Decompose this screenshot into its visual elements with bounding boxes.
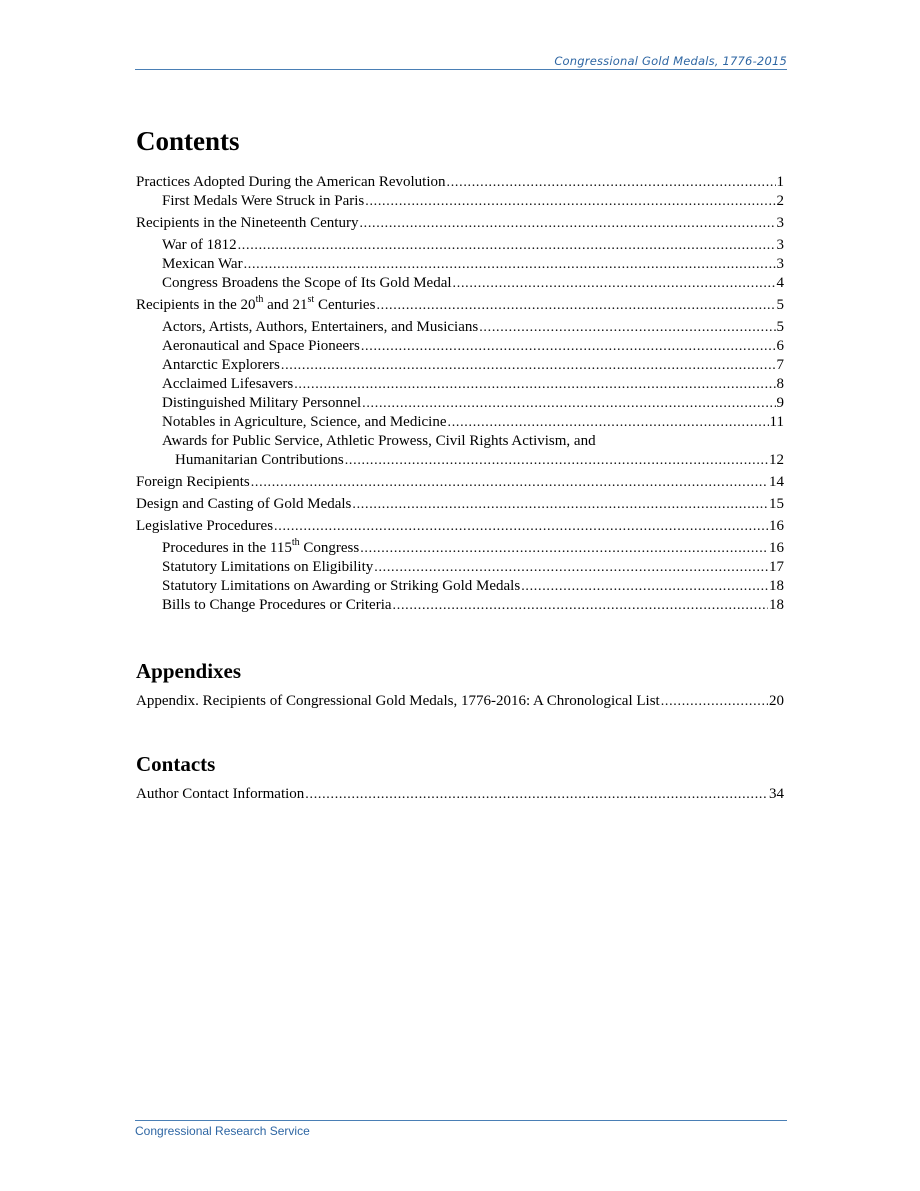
contacts-heading: Contacts [136, 752, 216, 776]
toc-page-number: 34 [769, 786, 784, 802]
toc-entry-label: Aeronautical and Space Pioneers [162, 338, 360, 354]
superscript: th [255, 294, 264, 305]
toc-entry[interactable] [136, 785, 784, 804]
toc-page-number: 8 [776, 376, 784, 392]
table-of-contents [136, 124, 784, 804]
toc-entry[interactable] [136, 495, 784, 514]
toc-entry-label: Design and Casting of Gold Medals [136, 496, 352, 512]
dot-leader [453, 274, 776, 293]
toc-entry[interactable] [136, 214, 784, 233]
dot-leader [281, 356, 776, 375]
toc-entry-label: Bills to Change Procedures or Criteria [162, 597, 392, 613]
toc-entry-label: Acclaimed Lifesavers [162, 376, 294, 392]
dot-leader [238, 236, 776, 255]
superscript: th [291, 537, 300, 548]
running-footer [135, 1120, 787, 1138]
toc-entry-label: Legislative Procedures [136, 518, 274, 534]
dot-leader [244, 255, 776, 274]
dot-leader [360, 539, 768, 558]
label-part: Centuries [314, 297, 376, 313]
dot-leader [393, 596, 768, 615]
label-part: Recipients in the 20 [136, 297, 256, 313]
toc-entry-continuation [162, 451, 784, 470]
toc-entry-label: Appendix. Recipients of Congressional Gold Medals, 1776-2016: A Chronological List [136, 693, 660, 709]
toc-page-number: 5 [776, 319, 784, 335]
footer-org: Congressional Research Service [135, 1124, 310, 1138]
toc-page-number: 15 [769, 496, 784, 512]
dot-leader [447, 173, 776, 192]
toc-page-number: 18 [769, 578, 784, 594]
toc-entry[interactable] [136, 517, 784, 536]
toc-page-number: 3 [776, 256, 784, 272]
toc-page-number: 3 [776, 237, 784, 253]
toc-entry-label: War of 1812 [162, 237, 237, 253]
toc-entry[interactable] [162, 318, 784, 337]
label-part: and 21 [263, 297, 308, 313]
contacts-list [136, 785, 784, 804]
toc-entry[interactable] [162, 413, 784, 432]
toc-page-number: 4 [776, 275, 784, 291]
toc-entry[interactable] [136, 173, 784, 192]
toc-entry[interactable] [162, 192, 784, 211]
toc-page-number: 16 [769, 540, 784, 556]
toc-entry[interactable] [162, 558, 784, 577]
dot-leader [479, 318, 775, 337]
running-title: Congressional Gold Medals, 1776-2015 [554, 54, 787, 68]
toc-entry[interactable] [162, 255, 784, 274]
contents-list [136, 173, 784, 615]
toc-entry-label: Humanitarian Contributions [175, 452, 344, 468]
toc-page-number: 9 [776, 395, 784, 411]
appendixes-section [136, 658, 784, 711]
toc-entry-label: Foreign Recipients [136, 474, 250, 490]
appendixes-heading: Appendixes [136, 659, 242, 683]
dot-leader [361, 337, 776, 356]
toc-entry[interactable] [136, 296, 784, 315]
toc-entry[interactable] [162, 394, 784, 413]
toc-entry[interactable] [162, 539, 784, 558]
label-part: Congress [299, 540, 360, 556]
toc-page-number: 11 [769, 414, 784, 430]
toc-entry[interactable] [162, 577, 784, 596]
running-header [135, 54, 787, 70]
toc-entry-label: Mexican War [162, 256, 243, 272]
toc-entry-label [136, 296, 375, 315]
toc-page-number: 7 [776, 357, 784, 373]
toc-entry[interactable] [162, 432, 784, 470]
dot-leader [274, 517, 768, 536]
contents-heading: Contents [136, 126, 240, 156]
dot-leader [294, 375, 775, 394]
dot-leader [251, 473, 768, 492]
toc-page-number: 2 [776, 193, 784, 209]
dot-leader [305, 785, 768, 804]
toc-entry[interactable] [162, 596, 784, 615]
toc-page-number: 20 [769, 693, 784, 709]
dot-leader [345, 451, 768, 470]
toc-entry[interactable] [136, 473, 784, 492]
toc-page-number: 5 [776, 297, 784, 313]
label-part: Procedures in the 115 [162, 540, 292, 556]
toc-entry-label [162, 539, 359, 558]
toc-page-number: 14 [769, 474, 784, 490]
toc-entry-label: Statutory Limitations on Awarding or Striking Gold Medals [162, 578, 521, 594]
toc-entry-label: Practices Adopted During the American Revolution [136, 174, 446, 190]
dot-leader [374, 558, 768, 577]
dot-leader [661, 692, 768, 711]
toc-entry-label: First Medals Were Struck in Paris [162, 193, 365, 209]
toc-entry-label: Notables in Agriculture, Science, and Medicine [162, 414, 447, 430]
toc-entry-label: Distinguished Military Personnel [162, 395, 362, 411]
dot-leader [376, 296, 775, 315]
toc-entry[interactable] [162, 337, 784, 356]
toc-entry-label: Statutory Limitations on Eligibility [162, 559, 374, 575]
dot-leader [352, 495, 768, 514]
toc-page-number: 17 [769, 559, 784, 575]
toc-entry-label: Actors, Artists, Authors, Entertainers, and Musicians [162, 319, 479, 335]
toc-entry-label: Antarctic Explorers [162, 357, 280, 373]
toc-entry-label: Author Contact Information [136, 786, 305, 802]
toc-entry[interactable] [162, 236, 784, 255]
toc-entry[interactable] [136, 692, 784, 711]
toc-page-number: 1 [776, 174, 784, 190]
superscript: st [307, 294, 315, 305]
dot-leader [362, 394, 775, 413]
toc-page-number: 16 [769, 518, 784, 534]
dot-leader [359, 214, 775, 233]
toc-entry[interactable] [162, 375, 784, 394]
toc-entry-label: Congress Broadens the Scope of Its Gold Medal [162, 275, 452, 291]
dot-leader [365, 192, 775, 211]
toc-page-number: 18 [769, 597, 784, 613]
toc-entry[interactable] [162, 356, 784, 375]
contacts-section [136, 751, 784, 804]
dot-leader [521, 577, 768, 596]
toc-page-number: 12 [769, 452, 784, 468]
appendixes-list [136, 692, 784, 711]
toc-page-number: 3 [776, 215, 784, 231]
toc-entry[interactable] [162, 274, 784, 293]
toc-page-number: 6 [776, 338, 784, 354]
toc-entry-label: Awards for Public Service, Athletic Prowess, Civil Rights Activism, and [162, 433, 596, 449]
toc-entry-label: Recipients in the Nineteenth Century [136, 215, 359, 231]
dot-leader [448, 413, 769, 432]
